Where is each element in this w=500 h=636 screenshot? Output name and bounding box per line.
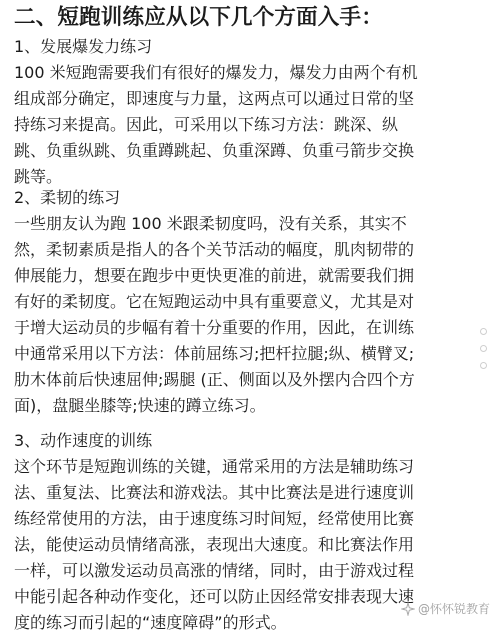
body-line: 法，能使运动员情绪高涨，表现出大速度。和比赛法作用 [14,535,415,554]
section-body-1 [14,60,490,190]
body-line: 面)，盘腿坐膝等;快速的蹲立练习。 [14,396,266,415]
watermark-text: @怀怀锐教育 [417,602,490,616]
section-title-3: 3、动作速度的训练 [14,431,153,450]
body-line: 100 米短跑需要我们有很好的爆发力，爆发力由两个有机 [14,63,418,82]
page-dot [480,362,487,369]
body-line: 组成部分确定，即速度与力量，这两点可以通过日常的坚 [14,89,415,108]
body-line: 跳、负重纵跳、负重蹲跳起、负重深蹲、负重弓箭步交换 [14,141,415,160]
page-dot [480,345,487,352]
sparkle-icon [401,602,415,616]
body-line: 练经常使用的方法，由于速度练习时间短，经常使用比赛 [14,509,415,528]
body-line: 肋木体前后快速屈伸;踢腿 (正、侧面以及外摆内合四个方 [14,370,415,389]
body-line: 法、重复法、比赛法和游戏法。其中比赛法是进行速度训 [14,483,415,502]
page-dot [480,328,487,335]
article-heading: 二、短跑训练应从以下几个方面入手： [14,5,383,30]
section-title-2: 2、柔韧的练习 [14,188,121,207]
body-line: 中通常采用以下方法：体前屈练习;把杆拉腿;纵、横臂叉; [14,344,415,363]
body-line: 度的练习而引起的“速度障碍”的形式。 [14,613,287,632]
body-line: 于增大运动员的步幅有着十分重要的作用，因此，在训练 [14,318,415,337]
body-line: 伸展能力，想要在跑步中更快更准的前进，就需要我们拥 [14,266,415,285]
body-line: 一些朋友认为跑 100 米跟柔韧度吗，没有关系，其实不 [14,214,407,233]
body-line: 持练习来提高。因此，可采用以下练习方法：跳深、纵 [14,115,399,134]
body-line: 这个环节是短跑训练的关键，通常采用的方法是辅助练习 [14,457,415,476]
section-body-2 [14,211,490,419]
watermark [401,601,490,617]
body-line: 跳等。 [14,167,63,186]
page-indicator [480,328,488,379]
body-line: 然，柔韧素质是指人的各个关节活动的幅度，肌肉韧带的 [14,240,415,259]
section-title-1: 1、发展爆发力练习 [14,37,153,56]
body-line: 中能引起各种动作变化，还可以防止因经常安排表现大速 [14,587,415,606]
body-line: 一样，可以激发运动员高涨的情绪，同时，由于游戏过程 [14,561,415,580]
body-line: 有好的柔韧度。它在短跑运动中具有重要意义，尤其是对 [14,292,415,311]
